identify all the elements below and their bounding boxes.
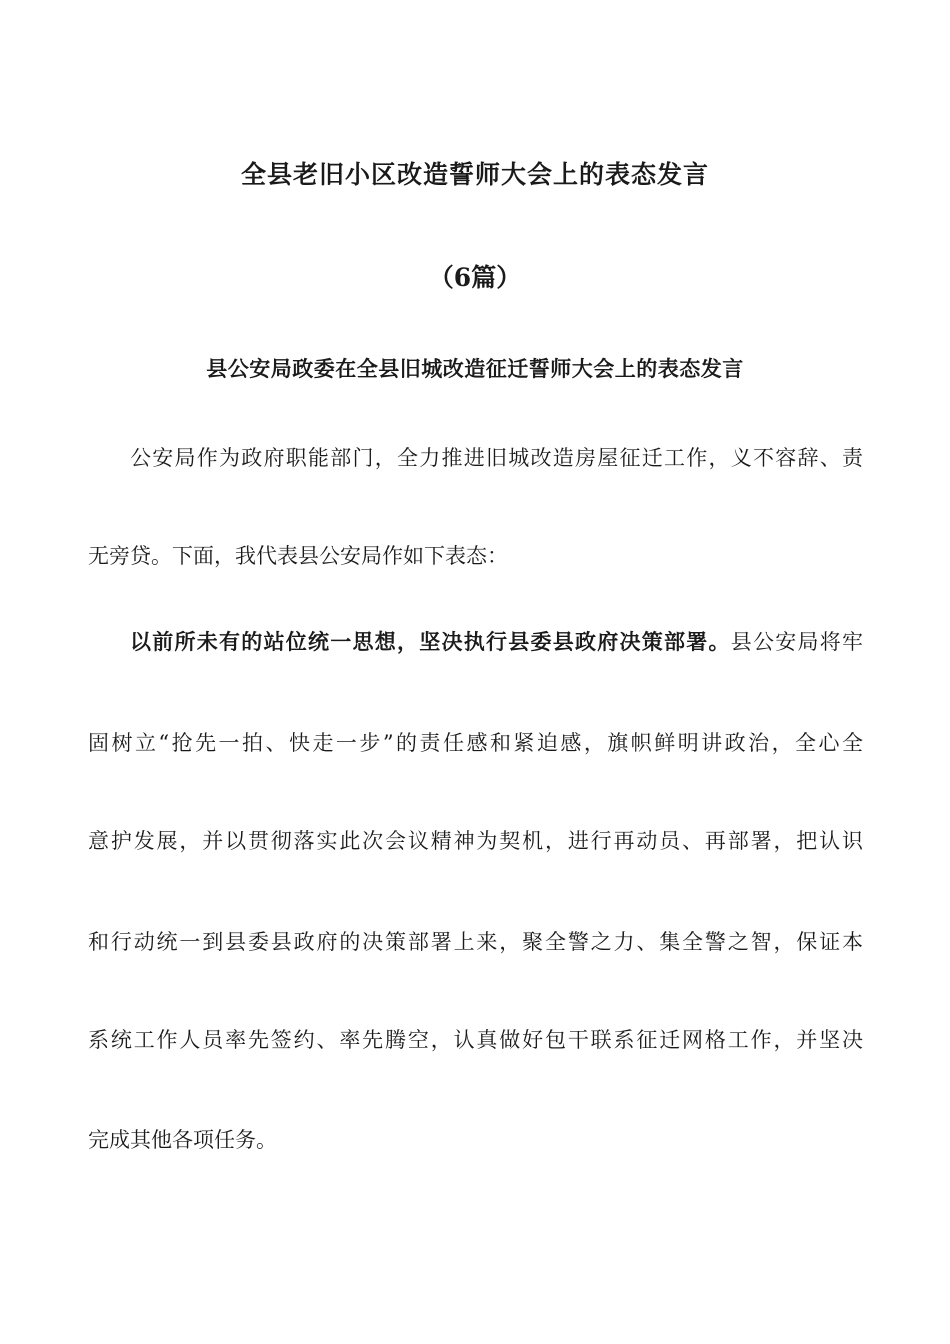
document-title: 全县老旧小区改造誓师大会上的表态发言 bbox=[240, 160, 709, 189]
paragraph-2-line-5: 系统工作人员率先签约、率先腾空，认真做好包干联系征迁网格工作，并坚决 bbox=[88, 1028, 863, 1052]
paragraph-2-lead-bold: 以前所未有的站位统一思想，坚决执行县委县政府决策部署。 bbox=[130, 629, 731, 654]
paragraph-2-line-1-rest: 县公安局将牢 bbox=[730, 630, 863, 654]
paragraph-2-line-6: 完成其他各项任务。 bbox=[88, 1128, 277, 1152]
section-title: 县公安局政委在全县旧城改造征迁誓师大会上的表态发言 bbox=[206, 356, 744, 381]
paragraph-2-line-1 bbox=[130, 622, 863, 662]
document-count: （6篇） bbox=[428, 263, 522, 292]
paragraph-2-line-2: 固树立“抢先一拍、快走一步”的责任感和紧迫感，旗帜鲜明讲政治，全心全 bbox=[88, 731, 863, 755]
paragraph-1-line-1: 公安局作为政府职能部门，全力推进旧城改造房屋征迁工作，义不容辞、责 bbox=[130, 446, 863, 470]
paragraph-1-line-2: 无旁贷。下面，我代表县公安局作如下表态： bbox=[88, 544, 508, 568]
paragraph-2-line-3: 意护发展，并以贯彻落实此次会议精神为契机，进行再动员、再部署，把认识 bbox=[88, 829, 863, 853]
paragraph-2-line-4: 和行动统一到县委县政府的决策部署上来，聚全警之力、集全警之智，保证本 bbox=[88, 930, 863, 954]
